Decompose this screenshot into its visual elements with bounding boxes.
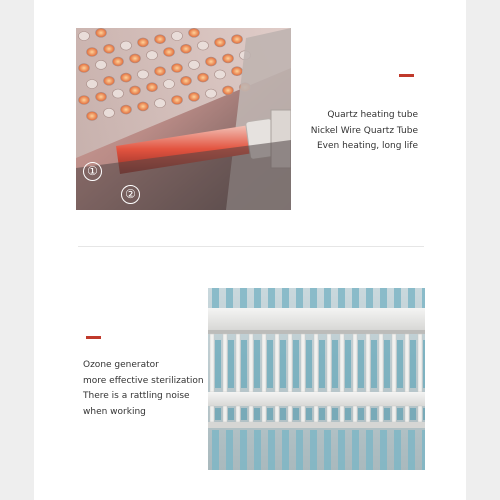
heater-caption xyxy=(311,108,418,155)
ozone-caption-line-1: Ozone generator xyxy=(83,360,159,370)
section-divider xyxy=(78,246,424,247)
ozone-caption-line-3: There is a rattling noise xyxy=(83,391,190,401)
ozone-caption xyxy=(83,358,204,420)
ozone-caption-line-4: when working xyxy=(83,406,146,417)
callout-badge-1: ① xyxy=(83,162,102,181)
ozone-caption-line-2: more effective sterilization xyxy=(83,375,204,386)
accent-bar-top xyxy=(399,74,414,77)
callout-badge-2: ② xyxy=(121,185,140,204)
heater-caption-line-1: Quartz heating tube xyxy=(327,110,418,120)
accent-bar-bottom xyxy=(86,336,101,339)
heater-caption-line-3: Even heating, long life xyxy=(316,141,418,151)
quartz-heating-tube-photo xyxy=(76,28,291,210)
heater-caption-line-2: Nickel Wire Quartz Tube xyxy=(310,125,418,136)
ozone-generator-photo xyxy=(208,288,425,470)
